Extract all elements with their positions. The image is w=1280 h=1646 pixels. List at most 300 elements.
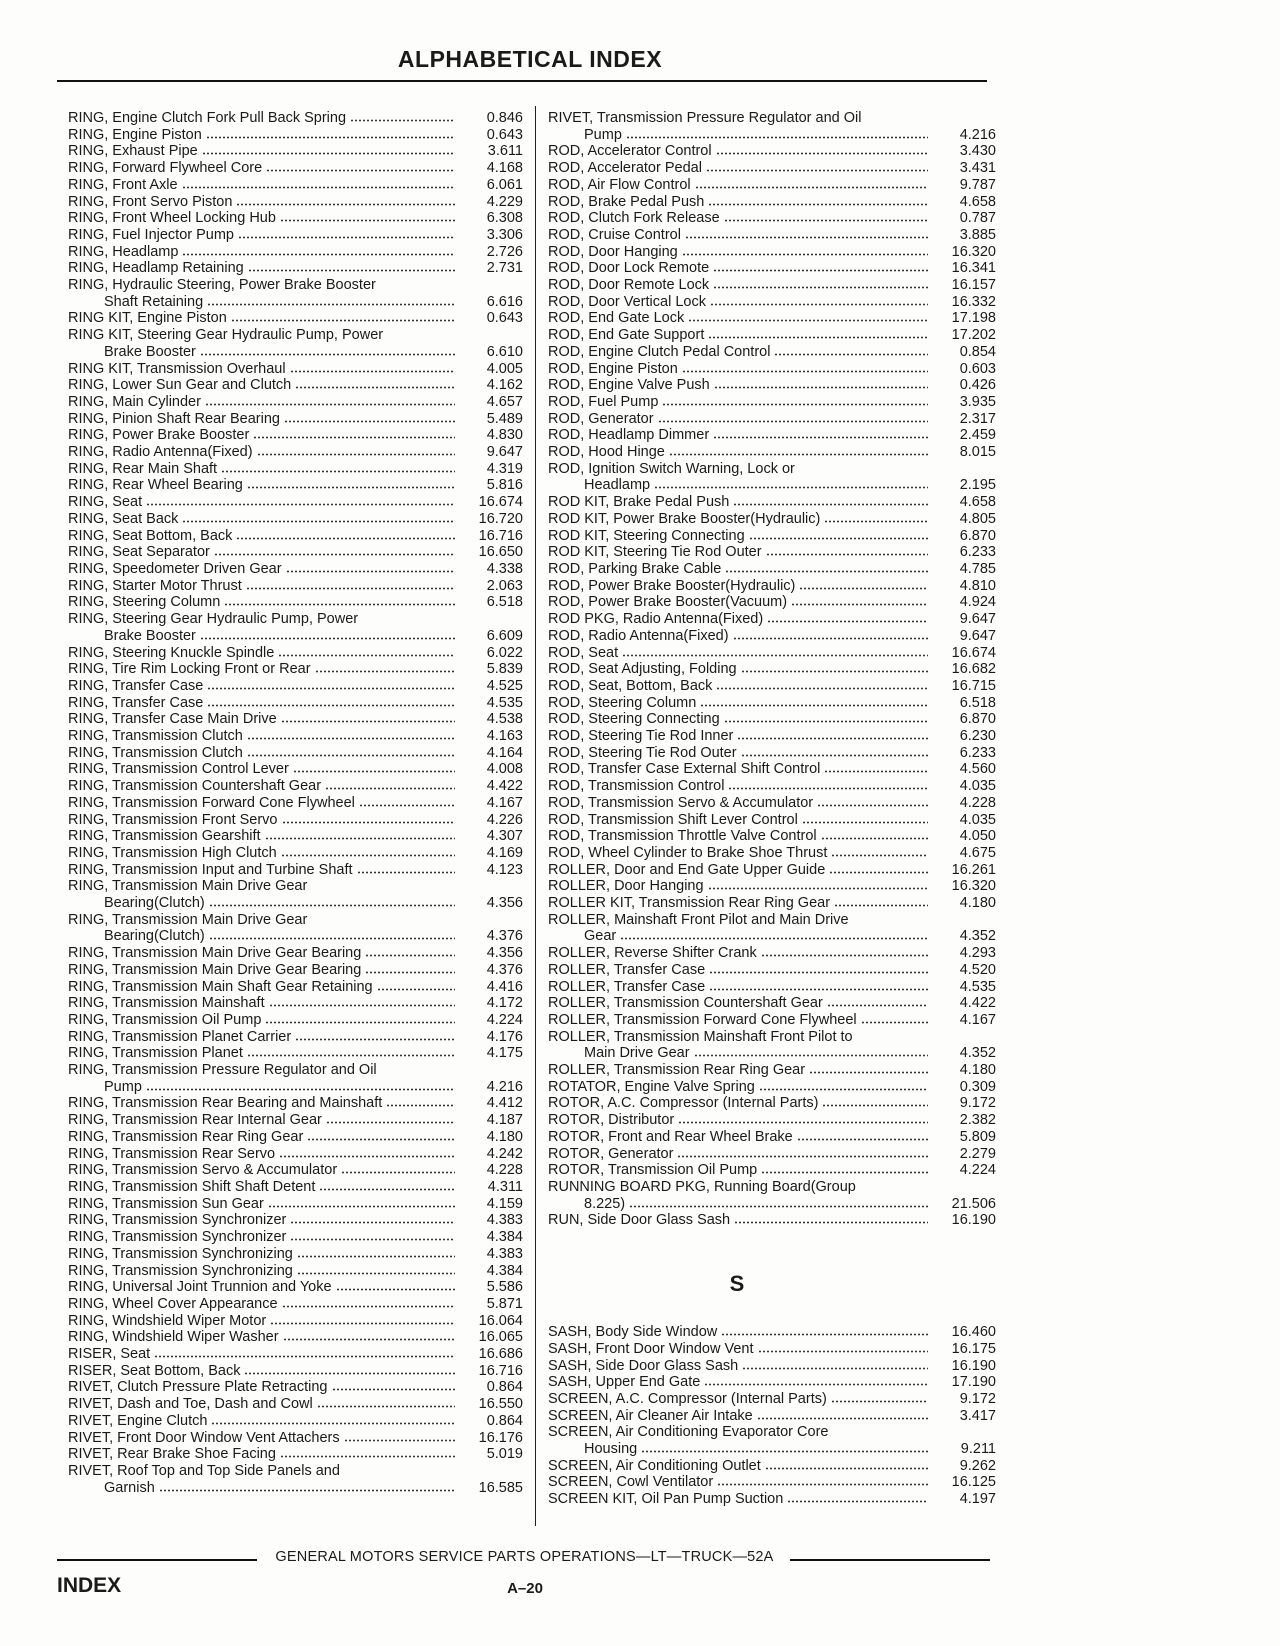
dot-leader xyxy=(822,1104,928,1107)
entry-label: RING, Exhaust Pipe xyxy=(68,143,198,160)
entry-leader xyxy=(548,1324,996,1341)
dot-leader xyxy=(765,1467,928,1470)
entry-label: RING, Transmission Shift Shaft Detent xyxy=(68,1179,316,1195)
entry-label: RIVET, Transmission Pressure Regulator and Oil xyxy=(548,110,862,126)
entry-label: RING, Power Brake Booster xyxy=(68,427,250,444)
entry-label: ROD, Transmission Servo & Accumulator xyxy=(548,794,814,811)
entry-label: ROLLER, Transmission Countershaft Gear xyxy=(548,995,823,1012)
entry-page-ref: 5.809 xyxy=(959,1128,996,1145)
entry-label: RIVET, Clutch Pressure Plate Retracting xyxy=(68,1379,328,1396)
entry-page-ref: 16.190 xyxy=(951,1212,996,1229)
index-entry xyxy=(548,1129,996,1146)
index-entry xyxy=(68,1012,523,1029)
entry-label: RING, Front Servo Piston xyxy=(68,193,233,210)
entry-leader xyxy=(548,1162,996,1179)
entry-label: RUN, Side Door Glass Sash xyxy=(548,1212,731,1229)
dot-leader xyxy=(761,954,928,957)
entry-label: ROD KIT, Brake Pedal Push xyxy=(548,494,730,511)
index-entry xyxy=(548,1162,996,1179)
index-entry xyxy=(548,628,996,645)
dot-leader xyxy=(297,1272,455,1275)
entry-label: ROTOR, A.C. Compressor (Internal Parts) xyxy=(548,1095,819,1112)
entry-label: ROD, Door Hanging xyxy=(548,243,678,260)
dot-leader xyxy=(802,821,928,824)
dot-leader xyxy=(710,303,928,306)
index-entry xyxy=(68,1146,523,1163)
entry-label: RING, Engine Clutch Fork Pull Back Spring xyxy=(68,110,347,126)
title-rule xyxy=(57,80,987,82)
dot-leader xyxy=(817,804,928,807)
entry-page-ref: 4.924 xyxy=(959,594,996,611)
index-entry xyxy=(548,260,996,277)
entry-page-ref: 4.376 xyxy=(486,961,523,978)
index-entry xyxy=(68,1229,523,1246)
entry-leader xyxy=(68,294,523,311)
entry-page-ref: 4.224 xyxy=(486,1011,523,1028)
dot-leader xyxy=(270,1322,455,1325)
entry-label: RING, Transmission Control Lever xyxy=(68,761,289,778)
entry-label: ROLLER, Transfer Case xyxy=(548,978,706,995)
entry-leader xyxy=(548,394,996,411)
entry-leader xyxy=(68,778,523,795)
dot-leader xyxy=(253,436,455,439)
entry-leader xyxy=(548,1012,996,1029)
dot-leader xyxy=(200,637,455,640)
index-entry xyxy=(548,294,996,311)
entry-leader xyxy=(548,310,996,327)
entry-leader xyxy=(68,110,523,127)
dot-leader xyxy=(824,770,928,773)
index-entry xyxy=(68,728,523,745)
dot-leader xyxy=(386,1104,455,1107)
entry-leader xyxy=(548,477,996,494)
entry-label: ROD, Power Brake Booster(Hydraulic) xyxy=(548,577,796,594)
index-entry xyxy=(68,1246,523,1263)
dot-leader xyxy=(714,386,928,389)
entry-leader xyxy=(548,411,996,428)
dot-leader xyxy=(761,1171,928,1174)
entry-page-ref: 0.643 xyxy=(486,310,523,327)
entry-page-ref: 4.383 xyxy=(486,1245,523,1262)
entry-label-continued: 8.225) xyxy=(584,1195,626,1212)
entry-page-ref: 0.864 xyxy=(486,1379,523,1396)
index-entry xyxy=(68,828,523,845)
entry-leader xyxy=(68,1212,523,1229)
entry-page-ref: 16.585 xyxy=(478,1479,523,1496)
entry-page-ref: 4.412 xyxy=(486,1095,523,1112)
entry-leader xyxy=(68,444,523,461)
dot-leader xyxy=(827,1004,928,1007)
entry-label: ROLLER KIT, Transmission Rear Ring Gear xyxy=(548,895,831,912)
index-entry xyxy=(548,678,996,695)
entry-page-ref: 4.307 xyxy=(486,828,523,845)
entry-leader xyxy=(548,177,996,194)
dot-leader xyxy=(713,269,928,272)
entry-leader xyxy=(548,1458,996,1475)
entry-leader xyxy=(548,1474,996,1491)
entry-leader xyxy=(548,294,996,311)
index-entry xyxy=(68,561,523,578)
entry-page-ref: 2.731 xyxy=(486,260,523,277)
entry-label: ROTOR, Transmission Oil Pump xyxy=(548,1162,758,1179)
entry-page-ref: 6.308 xyxy=(486,210,523,227)
entry-leader xyxy=(68,645,523,662)
index-entry xyxy=(68,695,523,712)
entry-page-ref: 16.715 xyxy=(951,677,996,694)
index-entry xyxy=(68,1463,523,1496)
entry-page-ref: 2.459 xyxy=(959,427,996,444)
entry-label: ROTOR, Distributor xyxy=(548,1112,675,1129)
index-entry xyxy=(548,344,996,361)
entry-leader xyxy=(548,1129,996,1146)
entry-leader xyxy=(548,995,996,1012)
index-entry xyxy=(548,845,996,862)
index-entry xyxy=(548,778,996,795)
index-entry xyxy=(68,1446,523,1463)
index-entry xyxy=(68,1329,523,1346)
entry-page-ref: 6.518 xyxy=(486,594,523,611)
entry-page-ref: 4.560 xyxy=(959,761,996,778)
index-entry xyxy=(548,711,996,728)
entry-label: RING, Transmission Pressure Regulator and Oil xyxy=(68,1062,377,1079)
dot-leader xyxy=(224,603,455,606)
entry-leader xyxy=(68,812,523,829)
entry-label: ROD, Brake Pedal Push xyxy=(548,193,705,210)
entry-page-ref: 4.050 xyxy=(959,828,996,845)
index-entry xyxy=(68,244,523,261)
entry-page-ref: 4.538 xyxy=(486,711,523,728)
entry-label: RING, Transmission Synchronizing xyxy=(68,1262,293,1279)
entry-page-ref: 9.787 xyxy=(959,176,996,193)
entry-leader xyxy=(68,895,523,912)
dot-leader xyxy=(725,570,928,573)
index-entry xyxy=(68,761,523,778)
index-entry xyxy=(68,494,523,511)
entry-page-ref: 4.422 xyxy=(959,995,996,1012)
dot-leader xyxy=(716,152,928,155)
entry-page-ref: 16.674 xyxy=(951,644,996,661)
entry-label: RING, Rear Main Shaft xyxy=(68,460,218,477)
entry-label: RING, Seat xyxy=(68,494,143,511)
entry-label: RISER, Seat xyxy=(68,1346,151,1363)
index-entry xyxy=(68,1162,523,1179)
index-entry xyxy=(548,327,996,344)
entry-label-continued: Garnish xyxy=(104,1479,155,1496)
entry-label-continued: Pump xyxy=(584,126,622,143)
index-entry xyxy=(548,578,996,595)
entry-page-ref: 17.202 xyxy=(951,327,996,344)
dot-leader xyxy=(205,403,455,406)
entry-leader xyxy=(548,244,996,261)
dot-leader xyxy=(829,871,928,874)
entry-page-ref: 16.716 xyxy=(478,527,523,544)
entry-page-ref: 4.376 xyxy=(486,928,523,945)
dot-leader xyxy=(737,737,928,740)
entry-leader xyxy=(68,1430,523,1447)
index-entry xyxy=(68,1363,523,1380)
dot-leader xyxy=(622,654,928,657)
dot-leader xyxy=(713,286,928,289)
index-entry xyxy=(68,1279,523,1296)
dot-leader xyxy=(159,1489,455,1492)
entry-leader xyxy=(68,1079,523,1096)
entry-page-ref: 4.228 xyxy=(486,1162,523,1179)
entry-page-ref: 4.005 xyxy=(486,360,523,377)
entry-page-ref: 4.172 xyxy=(486,995,523,1012)
dot-leader xyxy=(236,537,455,540)
dot-leader xyxy=(341,1171,455,1174)
dot-leader xyxy=(724,720,928,723)
entry-leader xyxy=(68,477,523,494)
index-entry xyxy=(548,160,996,177)
dot-leader xyxy=(297,1255,455,1258)
dot-leader xyxy=(834,904,928,907)
dot-leader xyxy=(290,370,455,373)
entry-page-ref: 4.416 xyxy=(486,978,523,995)
entry-page-ref: 4.169 xyxy=(486,844,523,861)
entry-leader xyxy=(548,544,996,561)
entry-label: ROD, Steering Connecting xyxy=(548,711,720,728)
entry-label: ROD, Accelerator Pedal xyxy=(548,160,702,177)
index-entry xyxy=(68,227,523,244)
entry-leader xyxy=(548,1374,996,1391)
entry-leader xyxy=(68,1095,523,1112)
entry-page-ref: 16.674 xyxy=(478,494,523,511)
entry-label: RING, Transmission Front Servo xyxy=(68,811,278,828)
entry-page-ref: 16.190 xyxy=(951,1357,996,1374)
entry-leader xyxy=(68,1012,523,1029)
right-column xyxy=(548,110,996,1508)
entry-page-ref: 5.816 xyxy=(486,477,523,494)
dot-leader xyxy=(182,253,455,256)
index-entry xyxy=(68,461,523,478)
index-entry xyxy=(548,1079,996,1096)
dot-leader xyxy=(797,1138,928,1141)
entry-label: RIVET, Front Door Window Vent Attachers xyxy=(68,1429,340,1446)
index-entry xyxy=(68,912,523,945)
entry-leader xyxy=(68,394,523,411)
footer-text: GENERAL MOTORS SERVICE PARTS OPERATIONS—LT—TRUCK—52A xyxy=(275,1549,774,1565)
entry-label: ROD KIT, Steering Tie Rod Outer xyxy=(548,544,762,561)
entry-page-ref: 9.262 xyxy=(959,1457,996,1474)
dot-leader xyxy=(247,754,455,757)
index-entry xyxy=(548,1212,996,1229)
entry-label: RING, Transmission Main Shaft Gear Retaining xyxy=(68,978,373,995)
dot-leader xyxy=(741,754,928,757)
entry-page-ref: 3.417 xyxy=(959,1407,996,1424)
entry-label: RING, Front Wheel Locking Hub xyxy=(68,210,276,227)
entry-leader xyxy=(548,628,996,645)
entry-label: RING, Tire Rim Locking Front or Rear xyxy=(68,661,311,678)
index-entry xyxy=(548,1095,996,1112)
dot-leader xyxy=(336,1288,455,1291)
entry-leader xyxy=(68,1146,523,1163)
entry-leader xyxy=(548,812,996,829)
entry-page-ref: 4.675 xyxy=(959,844,996,861)
dot-leader xyxy=(708,336,928,339)
entry-page-ref: 9.647 xyxy=(959,611,996,628)
entry-label: ROD, Seat Adjusting, Folding xyxy=(548,661,737,678)
index-entry xyxy=(548,1474,996,1491)
dot-leader xyxy=(257,453,455,456)
entry-leader xyxy=(548,945,996,962)
entry-page-ref: 4.224 xyxy=(959,1162,996,1179)
entry-page-ref: 4.216 xyxy=(959,126,996,143)
entry-page-ref: 4.356 xyxy=(486,945,523,962)
entry-label: RING, Seat Separator xyxy=(68,544,210,561)
entry-label-continued: Brake Booster xyxy=(104,343,196,360)
index-entry xyxy=(68,778,523,795)
entry-page-ref: 16.332 xyxy=(951,293,996,310)
entry-leader xyxy=(548,1045,996,1062)
dot-leader xyxy=(266,169,455,172)
entry-label: ROD, Transfer Case External Shift Control xyxy=(548,761,821,778)
dot-leader xyxy=(207,303,455,306)
entry-label: RING, Transmission Clutch xyxy=(68,744,243,761)
index-entry xyxy=(68,1379,523,1396)
entry-page-ref: 4.658 xyxy=(959,193,996,210)
entry-leader xyxy=(548,1079,996,1096)
dot-leader xyxy=(682,370,928,373)
dot-leader xyxy=(774,353,928,356)
entry-leader xyxy=(548,1441,996,1458)
entry-leader xyxy=(68,1196,523,1213)
index-entry xyxy=(68,1296,523,1313)
entry-label: RING, Transmission Clutch xyxy=(68,728,243,745)
entry-page-ref: 6.609 xyxy=(486,627,523,644)
entry-page-ref: 16.176 xyxy=(478,1429,523,1446)
entry-page-ref: 4.008 xyxy=(486,761,523,778)
entry-page-ref: 4.525 xyxy=(486,677,523,694)
entry-label: RING, Seat Bottom, Back xyxy=(68,527,233,544)
entry-label-continued: Pump xyxy=(104,1078,142,1095)
entry-page-ref: 4.216 xyxy=(486,1078,523,1095)
index-entry xyxy=(548,962,996,979)
index-entry xyxy=(68,1062,523,1095)
entry-label: ROD, Cruise Control xyxy=(548,226,681,243)
entry-page-ref: 16.125 xyxy=(951,1474,996,1491)
section-heading-s: S xyxy=(729,1271,745,1297)
entry-page-ref: 2.382 xyxy=(959,1112,996,1129)
dot-leader xyxy=(244,1372,455,1375)
entry-label: ROD, Radio Antenna(Fixed) xyxy=(548,627,729,644)
index-entry xyxy=(68,544,523,561)
entry-leader xyxy=(548,1146,996,1163)
index-entry xyxy=(548,878,996,895)
dot-leader xyxy=(709,971,928,974)
entry-leader xyxy=(548,1391,996,1408)
entry-label: RING, Forward Flywheel Core xyxy=(68,160,263,177)
entry-leader xyxy=(548,377,996,394)
left-entries xyxy=(68,110,523,1496)
index-entry xyxy=(548,828,996,845)
index-entry xyxy=(548,411,996,428)
entry-leader xyxy=(68,411,523,428)
entry-leader xyxy=(68,1313,523,1330)
entry-leader xyxy=(548,979,996,996)
entry-leader xyxy=(548,1112,996,1129)
entry-leader xyxy=(68,594,523,611)
entry-leader xyxy=(548,761,996,778)
index-entry xyxy=(68,394,523,411)
entry-label: ROLLER, Transmission Rear Ring Gear xyxy=(548,1062,806,1079)
entry-leader xyxy=(68,511,523,528)
dot-leader xyxy=(791,603,928,606)
entry-leader xyxy=(548,828,996,845)
entry-leader xyxy=(548,862,996,879)
dot-leader xyxy=(282,1305,455,1308)
entry-label: ROD, Headlamp Dimmer xyxy=(548,427,710,444)
index-entry xyxy=(548,895,996,912)
entry-page-ref: 4.422 xyxy=(486,778,523,795)
entry-label: ROD, End Gate Support xyxy=(548,327,705,344)
entry-page-ref: 16.682 xyxy=(951,661,996,678)
dot-leader xyxy=(279,1155,455,1158)
dot-leader xyxy=(307,1138,455,1141)
entry-leader xyxy=(548,711,996,728)
dot-leader xyxy=(724,219,928,222)
entry-page-ref: 4.338 xyxy=(486,560,523,577)
dot-leader xyxy=(202,152,455,155)
entry-leader xyxy=(548,1212,996,1229)
entry-page-ref: 16.720 xyxy=(478,510,523,527)
entry-page-ref: 4.830 xyxy=(486,427,523,444)
dot-leader xyxy=(332,1388,456,1391)
dot-leader xyxy=(293,770,455,773)
index-entry xyxy=(68,327,523,360)
dot-leader xyxy=(733,503,928,506)
dot-leader xyxy=(247,1054,455,1057)
entry-label: RING, Transmission Sun Gear xyxy=(68,1195,264,1212)
index-entry xyxy=(548,611,996,628)
entry-label: ROD, Parking Brake Cable xyxy=(548,560,722,577)
entry-leader xyxy=(68,661,523,678)
entry-page-ref: 2.317 xyxy=(959,410,996,427)
index-entry xyxy=(548,979,996,996)
dot-leader xyxy=(695,186,928,189)
entry-leader xyxy=(68,1029,523,1046)
entry-leader xyxy=(548,160,996,177)
index-entry xyxy=(548,1029,996,1062)
entry-leader xyxy=(68,1112,523,1129)
entry-label: RUNNING BOARD PKG, Running Board(Group xyxy=(548,1179,856,1195)
entry-label-continued: Headlamp xyxy=(584,477,651,494)
entry-leader xyxy=(548,594,996,611)
index-entry xyxy=(548,594,996,611)
entry-page-ref: 4.180 xyxy=(959,895,996,912)
entry-page-ref: 16.261 xyxy=(951,861,996,878)
entry-label: RING, Seat Back xyxy=(68,510,179,527)
index-entry xyxy=(68,812,523,829)
entry-page-ref: 4.159 xyxy=(486,1195,523,1212)
entry-label: SCREEN KIT, Oil Pan Pump Suction xyxy=(548,1491,784,1508)
dot-leader xyxy=(629,1205,928,1208)
entry-leader xyxy=(68,1179,523,1196)
entry-label: RING, Transmission Mainshaft xyxy=(68,995,265,1012)
dot-leader xyxy=(365,954,455,957)
dot-leader xyxy=(678,1121,928,1124)
entry-label: RING, Transmission Forward Cone Flywheel xyxy=(68,794,355,811)
entry-label: RING, Transfer Case Main Drive xyxy=(68,711,277,728)
entry-leader xyxy=(548,1196,996,1213)
dot-leader xyxy=(809,1071,928,1074)
entry-page-ref: 4.319 xyxy=(486,460,523,477)
index-entry xyxy=(548,1112,996,1129)
entry-page-ref: 0.854 xyxy=(959,343,996,360)
dot-leader xyxy=(209,904,455,907)
entry-label: SCREEN, A.C. Compressor (Internal Parts) xyxy=(548,1390,827,1407)
entry-page-ref: 16.157 xyxy=(951,277,996,294)
